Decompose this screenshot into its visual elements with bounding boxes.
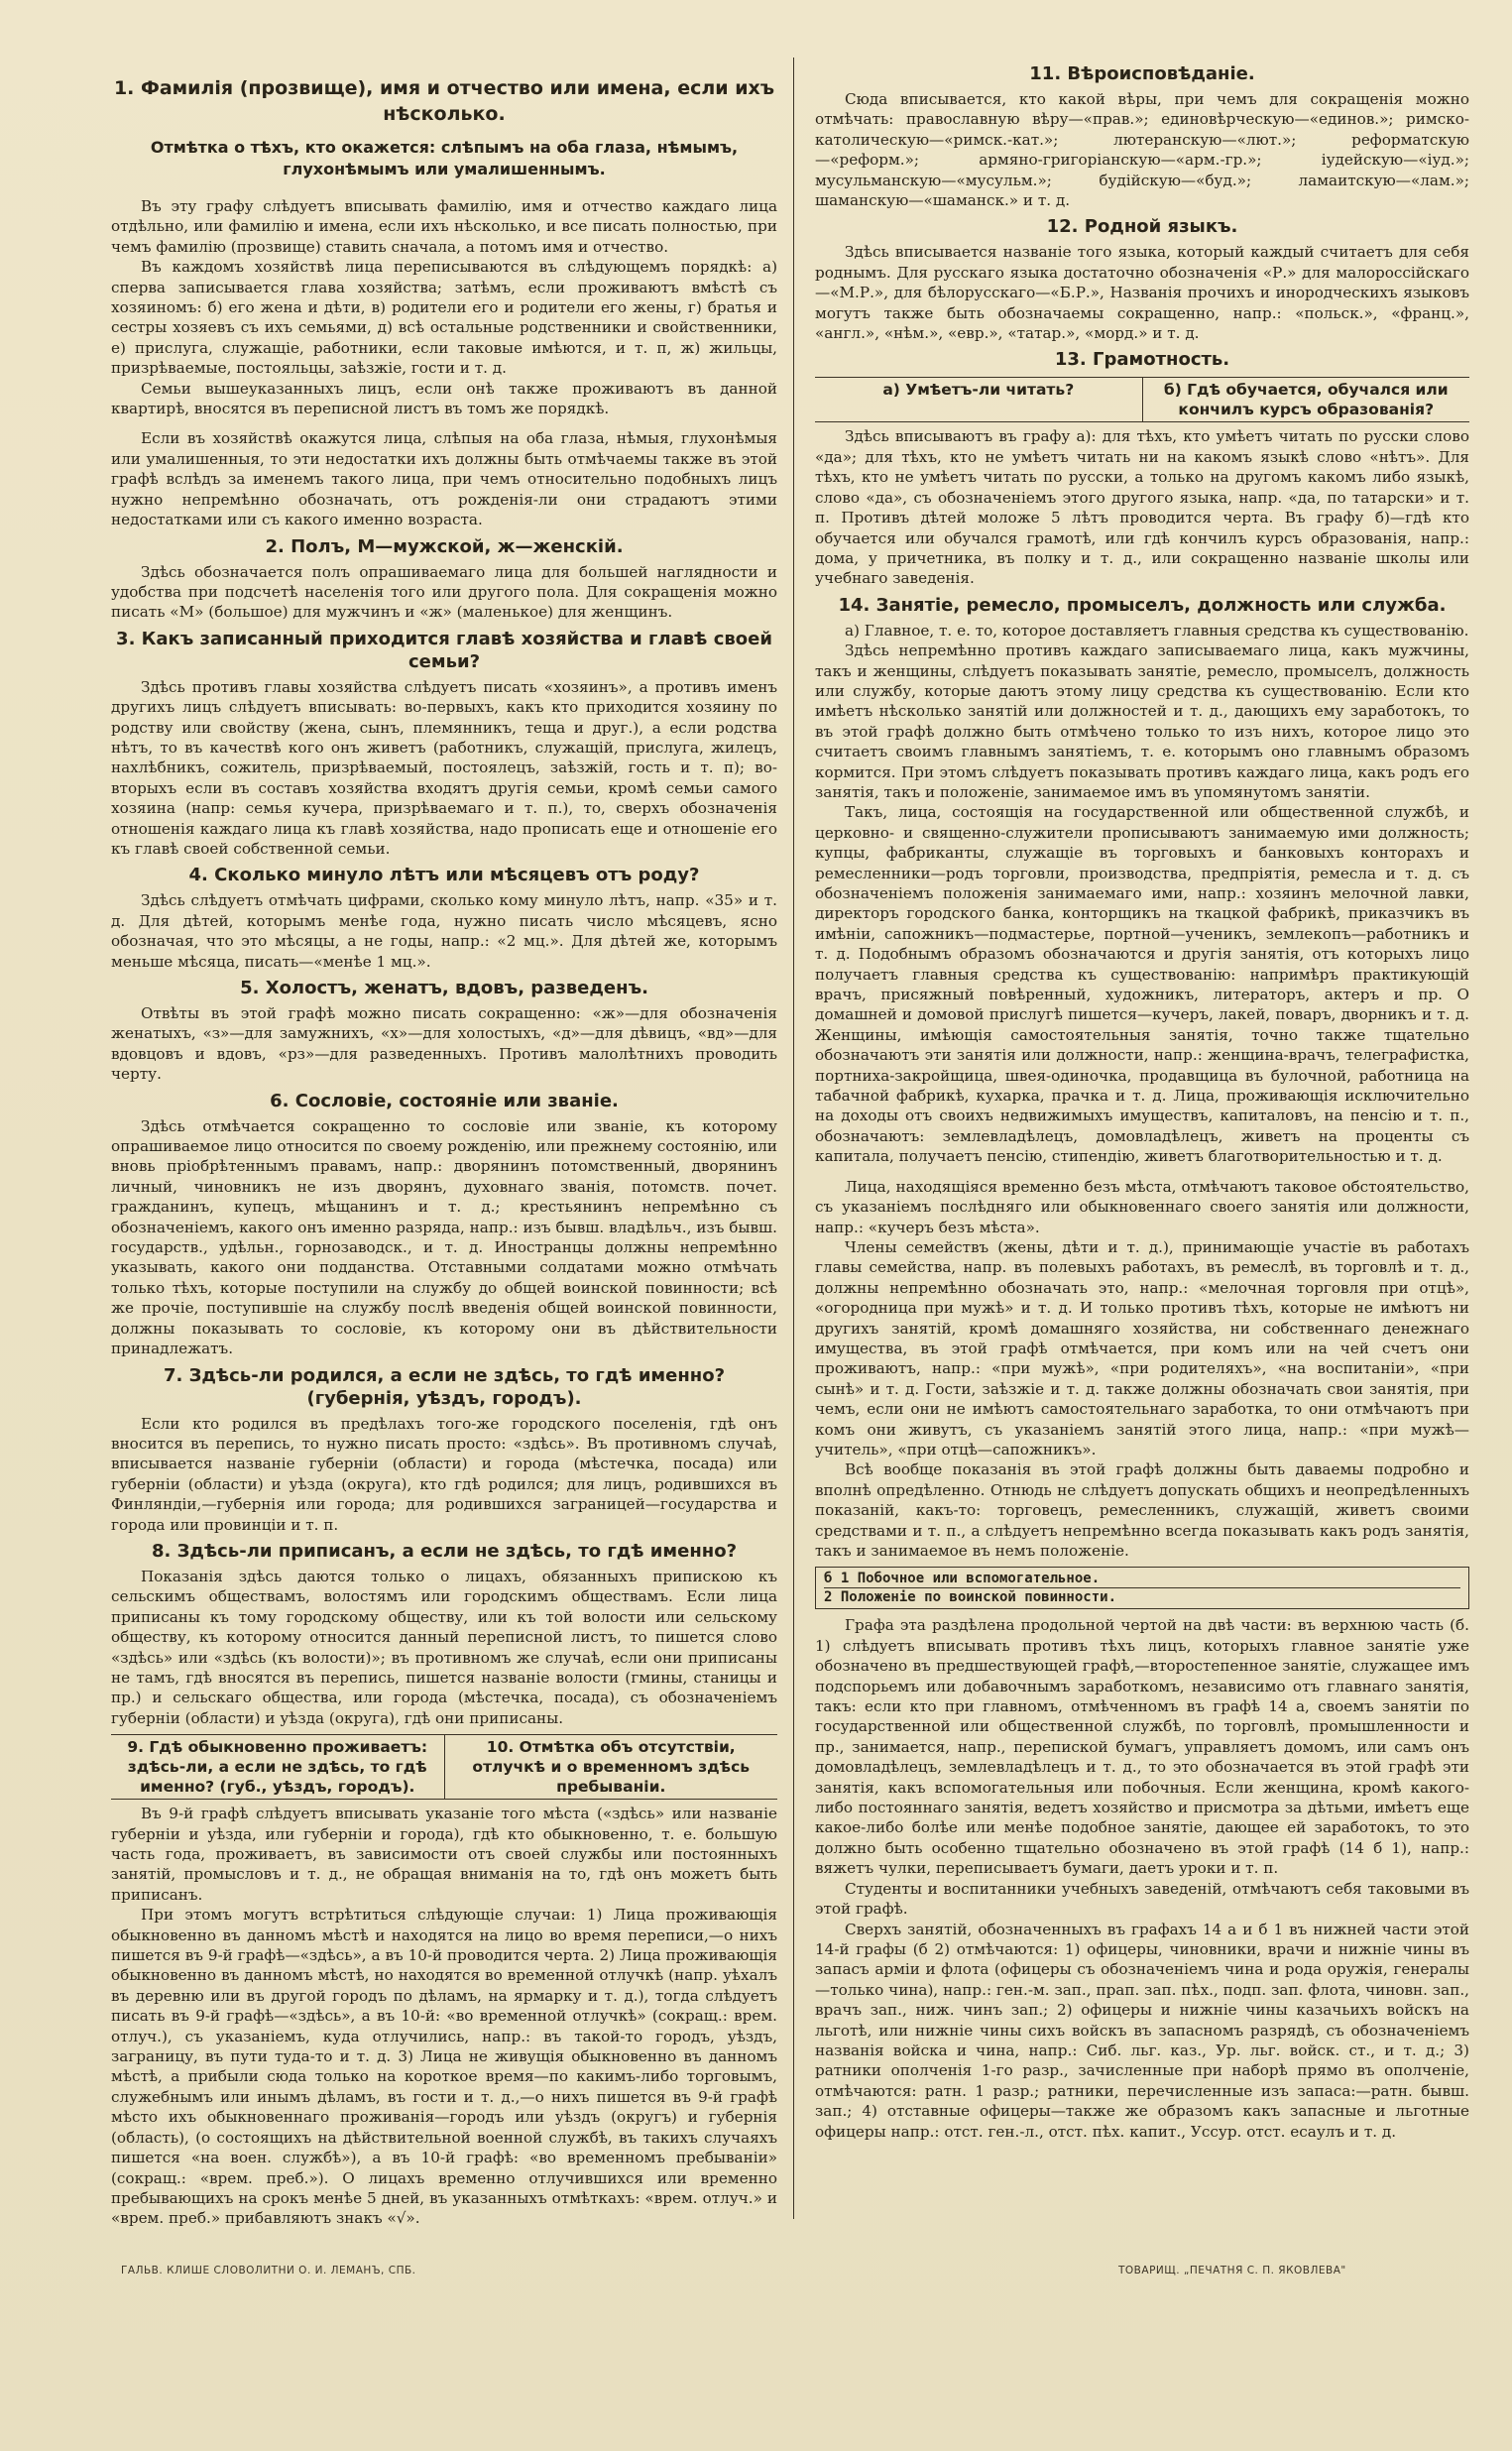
section-13b-title: б) Гдѣ обучается, обучался или кончилъ курсъ образованія? <box>1142 378 1470 421</box>
section-1-para: Семьи вышеуказанныхъ лицъ, если онѣ также проживаютъ въ данной квартирѣ, вносятся въ переписной листъ въ томъ же порядкѣ. <box>111 379 777 418</box>
column-divider <box>793 58 794 2219</box>
section-9-title: 9. Гдѣ обыкновенно проживаетъ: здѣсь-ли, а если не здѣсь, то гдѣ именно? (губ., уѣздъ, городъ). <box>127 1738 428 1797</box>
left-column <box>111 58 777 2234</box>
section-1-subtitle: Отмѣтка о тѣхъ, кто окажется: слѣпымъ на оба глаза, нѣмымъ, глухонѣмымъ или умалишеннымъ. <box>150 138 739 178</box>
printer-imprint-right: ТОВАРИЩ. „ПЕЧАТНЯ С. П. ЯКОВЛЕВА" <box>1118 2265 1346 2276</box>
section-2-title: 2. Полъ, М—мужской, ж—женскій. <box>265 535 624 557</box>
section-14-para: Графа эта раздѣлена продольной чертой на двѣ части: въ верхнюю часть (б. 1) слѣдуетъ вписывать противъ тѣхъ лицъ, которыхъ главное занятіе уже обозначено въ предшествующей графѣ,—второстепенное занятіе, служащее имъ подспорьемъ или добавочнымъ заработкомъ, независимо отъ главнаго занятія, такъ: если кто при главномъ, отмѣченномъ въ графѣ 14 а, своемъ занятіи по государственной или общественной службѣ, по торговлѣ, промышленности и пр., занимается, напр., перепиской бумагъ, управляетъ домомъ, или самъ онъ домовладѣлецъ, землевладѣлецъ и т. д., то это обозначается въ этой графѣ эти занятія, какъ вспомогательныя или побочныя. Если женщина, кромѣ какого-либо постояннаго занятія, ведетъ хозяйство и присмотра за дѣтьми, имѣетъ еще какое-либо болѣе или менѣе подобное занятіе, дающее ей заработокъ, то это должно быть особенно тщательно обозначено въ этой графѣ (14 б 1), напр.: вяжетъ чулки, переписываетъ бумаги, даетъ уроки и т. п. <box>815 1616 1469 1878</box>
section-6-para: Здѣсь отмѣчается сокращенно то сословіе или званіе, къ которому опрашиваемое лицо относится по своему рожденію, или прежнему состоянію, или вновь пріобрѣтеннымъ правамъ, напр.: дворянинъ потомственный, дворянинъ личный, чиновникъ не изъ дворянъ, духовнаго званія, потомств. почет. гражданинъ, купецъ, мѣщанинъ и т. д.; крестьянинъ непремѣнно съ обозначеніемъ, какого онъ именно разряда, напр.: изъ бывш. владѣльч., изъ бывш. государств., удѣльн., горнозаводск., и т. д. Иностранцы должны непремѣнно указывать, какого они подданства. Отставными солдатами можно отмѣчать только тѣхъ, которые поступили на службу до общей воинской повинности; всѣ же прочіе, поступившіе на службу послѣ введенія общей воинской повинности, должны показывать то сословіе, къ которому они въ дѣйствительности принадлежатъ. <box>111 1116 777 1358</box>
section-9-para: При этомъ могутъ встрѣтиться слѣдующіе случаи: 1) Лица проживающія обыкновенно въ данномъ мѣстѣ и находятся на лицо во время переписи,—о нихъ пишется въ 9-й графѣ—«здѣсь», а въ 10-й проводится черта. 2) Лица проживающія обыкновенно въ данномъ мѣстѣ, но находятся во временной отлучкѣ (напр. уѣхалъ въ деревню или въ другой городъ по дѣламъ, на ярмарку и т. д.), тогда слѣдуетъ писать въ 9-й графѣ—«здѣсь», а въ 10-й: «во временной отлучкѣ» (сокращ.: врем. отлуч.), съ указаніемъ, куда отлучились, напр.: въ такой-то городъ, уѣздъ, заграницу, въ пути туда-то и т. д. 3) Лица не живущія обыкновенно въ данномъ мѣстѣ, а прибыли сюда только на короткое время—по какимъ-либо торговымъ, служебнымъ или инымъ дѣламъ, въ гости и т. д.,—о нихъ пишется въ 9-й графѣ мѣсто ихъ обыкновеннаго проживанія—городъ или уѣздъ (округъ) и губернія (область), (о состоящихъ на дѣйствительной военной службѣ, въ такихъ случаяхъ пишется «на воен. службѣ»), а въ 10-й графѣ: «во временномъ пребываніи» (сокращ.: «врем. преб.»). О лицахъ временно отлучившихся или временно пребывающихъ на срокъ менѣе 5 дней, въ указанныхъ отмѣткахъ: «врем. отлуч.» и «врем. преб.» прибавляютъ знакъ «√». <box>111 1906 777 2228</box>
section-13-title: 13. Грамотность. <box>1054 349 1230 371</box>
printer-imprint-left: ГАЛЬВ. КЛИШЕ СЛОВОЛИТНИ О. И. ЛЕМАНЪ, СПБ. <box>121 2265 416 2276</box>
section-7-para: Если кто родился въ предѣлахъ того-же городского поселенія, гдѣ онъ вносится въ перепись, то нужно писать просто: «здѣсь». Въ противномъ случаѣ, вписывается названіе губерніи (области) и города (мѣстечка, посада) или губерніи (области) и уѣзда (округа), кто гдѣ родился; для лицъ, родившихся въ Финляндіи,—губернія или города; для родившихся заграницей—государства и города или провинціи и т. п. <box>111 1414 777 1534</box>
section-1-para: Въ эту графу слѣдуетъ вписывать фамилію, имя и отчество каждаго лица отдѣльно, или фамилію и имена, если ихъ нѣсколько, и все писать полностью, при чемъ фамилію (прозвище) ставить сначала, а потомъ имя и отчество. <box>111 197 777 256</box>
section-14b2-label: 2 Положеніе по воинской повинности. <box>824 1587 1460 1606</box>
section-14-title: 14. Занятіе, ремесло, промыселъ, должность или служба. <box>838 594 1447 616</box>
section-3-title: 3. Какъ записанный приходится главѣ хозяйства и главѣ своей семьи? <box>116 628 772 672</box>
section-12-title: 12. Родной языкъ. <box>1046 216 1238 238</box>
section-9-10-header <box>111 1734 777 1800</box>
section-13-header <box>815 377 1469 422</box>
section-13a-title: а) Умѣетъ-ли читать? <box>882 381 1075 400</box>
section-6-title: 6. Сословіе, состояніе или званіе. <box>270 1090 619 1111</box>
section-12-para: Здѣсь вписывается названіе того языка, который каждый считаетъ для себя роднымъ. Для русскаго языка достаточно обозначенія «Р.» для малороссійскаго—«М.Р.», для бѣлорусскаго—«Б.Р.», Названія прочихъ и инородческихъ языковъ могутъ также быть обозначаемы сокращенно, напр.: «польск.», «франц.», «англ.», «нѣм.», «евр.», «татар.», «морд.» и т. д. <box>815 243 1469 343</box>
section-2-para: Здѣсь обозначается полъ опрашиваемаго лица для большей наглядности и удобства при подсчетѣ населенія того или другого пола. Для сокращенія можно писать «М» (большое) для мужчинъ и «ж» (маленькое) для женщинъ. <box>111 562 777 622</box>
section-14-para: а) Главное, т. е. то, которое доставляетъ главныя средства къ существованію. <box>845 621 1469 640</box>
section-1-para: Въ каждомъ хозяйствѣ лица переписываются въ слѣдующемъ порядкѣ: а) сперва записывается глава хозяйства; затѣмъ, если проживаютъ вмѣстѣ съ хозяиномъ: б) его жена и дѣти, в) родители его и родители его жены, г) братья и сестры хозяевъ съ ихъ семьями, д) всѣ остальные родственники и свойственники, е) прислуга, служащіе, работники, если таковые имѣются, и т. п, ж) жильцы, призрѣваемые, постояльцы, заѣзжіе, гости и т. д. <box>111 258 777 378</box>
section-11-para: Сюда вписывается, кто какой вѣры, при чемъ для сокращенія можно отмѣчать: православную вѣру—«прав.»; единовѣрческую—«единов.»; римско-католическую—«римск.-кат.»; лютеранскую—«лют.»; реформатскую—«реформ.»; армяно-григоріанскую—«арм.-гр.»; іудейскую—«іуд.»; мусульманскую—«мусульм.»; будійскую—«буд.»; ламаитскую—«лам.»; шаманскую—«шаманск.» и т. д. <box>815 90 1469 210</box>
section-14-para: Такъ, лица, состоящія на государственной или общественной службѣ, и церковно- и священно-служители прописываютъ занимаемую ими должность; купцы, фабриканты, служащіе въ торговыхъ и банковыхъ конторахъ и ремесленники—родъ торговли, производства, предпріятія, ремесла и т. д. съ обозначеніемъ положенія занимаемаго ими, напр.: хозяинъ мелочной лавки, директоръ городского банка, конторщикъ на ткацкой фабрикѣ, приказчикъ въ имѣніи, сапожникъ—подмастерье, портной—ученикъ, землекопъ—работникъ и т. д. Подобнымъ образомъ обозначаются и другія занятія, отъ которыхъ лицо получаетъ главныя средства къ существованію: напримѣръ практикующій врачъ, присяжный повѣренный, художникъ, литераторъ, актеръ и пр. О домашней и домовой прислугѣ пишется—кучеръ, лакей, поваръ, дворникъ и т. д. Женщины, имѣющія самостоятельныя занятія, точно также тщательно обозначаютъ эти занятія или должности, напр.: женщина-врачъ, телеграфистка, портниха-закройщица, швея-одиночка, продавщица въ булочной, работница на табачной фабрикѣ, кухарка, прачка и т. д. Лица, проживающія исключительно на доходы отъ своихъ недвижимыхъ имуществъ, капиталовъ, на пенсію и т. п., обозначаютъ: землевладѣлецъ, домовладѣлецъ, живетъ на проценты съ капитала, получаетъ пенсію, стипендію, живетъ благотворительностью и т. д. <box>815 803 1469 1166</box>
section-1-title: 1. Фамилія (прозвище), имя и отчество или имена, если ихъ нѣсколько. <box>113 77 775 125</box>
section-3-para: Здѣсь противъ главы хозяйства слѣдуетъ писать «хозяинъ», а противъ именъ другихъ лицъ слѣдуетъ вписывать: во-первыхъ, какъ кто приходится хозяину по родству или свойству (жена, сынъ, племянникъ, теща и друг.), а если родства нѣтъ, то въ качествѣ кого онъ живетъ (работникъ, служащій, прислуга, жилецъ, нахлѣбникъ, сожитель, призрѣваемый, постоялецъ, заѣзжій, гость и т. п); во-вторыхъ если въ составъ хозяйства входятъ другія семьи, кромѣ семьи самого хозяина (напр: семья кучера, призрѣваемаго и т. п.), то, сверхъ обозначенія отношенія каждаго лица къ главѣ хозяйства, надо прописать еще и отношеніе его къ главѣ своей собственной семьи. <box>111 677 777 858</box>
section-4-title: 4. Сколько минуло лѣтъ или мѣсяцевъ отъ роду? <box>188 865 700 886</box>
section-1-para: Если въ хозяйствѣ окажутся лица, слѣпыя на оба глаза, нѣмыя, глухонѣмыя или умалишенныя, то эти недостатки ихъ должны быть отмѣчаемы также въ этой графѣ вслѣдъ за именемъ такого лица, при чемъ относительно подобныхъ лицъ нужно непремѣнно обозначать, отъ рожденія-ли они страдаютъ этими недостатками или съ какого именно возраста. <box>111 429 777 529</box>
section-5-para: Отвѣты въ этой графѣ можно писать сокращенно: «ж»—для обозначенія женатыхъ, «з»—для замужнихъ, «х»—для холостыхъ, «д»—для дѣвицъ, «вд»—для вдовцовъ и вдовъ, «рз»—для разведенныхъ. Противъ малолѣтнихъ проводить черту. <box>111 1004 777 1084</box>
section-5-title: 5. Холостъ, женатъ, вдовъ, разведенъ. <box>240 978 648 998</box>
section-13-para: Здѣсь вписываютъ въ графу а): для тѣхъ, кто умѣетъ читать по русски слово «да»; для тѣхъ, кто не умѣетъ читать ни на какомъ языкѣ слово «нѣтъ». Для тѣхъ, кто не умѣетъ читать по русски, а только на другомъ какомъ либо языкѣ, слово «да», съ обозначеніемъ этого другого языка, напр. «да, по татарски» и т. п. Противъ дѣтей моложе 5 лѣтъ проводится черта. Въ графу б)—гдѣ кто обучается или обучался грамотѣ, или гдѣ кончилъ курсъ образованія, напр.: дома, у причетника, въ полку и т. д., или сокращенно названіе школы или учебнаго заведенія. <box>815 427 1469 588</box>
section-14-para: Всѣ вообще показанія въ этой графѣ должны быть даваемы подробно и вполнѣ опредѣленно. Отнюдь не слѣдуетъ допускать общихъ и неопредѣленныхъ показаній, какъ-то: торговецъ, ремесленникъ, служащій, живетъ своими средствами и т. п., а слѣдуетъ непремѣнно всегда показывать какъ родъ занятія, такъ и занимаемое въ немъ положеніе. <box>815 1460 1469 1560</box>
section-14b1-label: б 1 Побочное или вспомогательное. <box>824 1571 1101 1587</box>
section-7-title: 7. Здѣсь-ли родился, а если не здѣсь, то гдѣ именно? (губернія, уѣздъ, городъ). <box>163 1364 726 1409</box>
section-8-title: 8. Здѣсь-ли приписанъ, а если не здѣсь, то гдѣ именно? <box>151 1540 738 1562</box>
section-14-para: Лица, находящіяся временно безъ мѣста, отмѣчаютъ таковое обстоятельство, съ указаніемъ послѣдняго или обыкновеннаго своего занятія или должности, напр.: «кучеръ безъ мѣста». <box>815 1177 1469 1236</box>
section-14-para: Члены семействъ (жены, дѣти и т. д.), принимающіе участіе въ работахъ главы семейства, напр. въ полевыхъ работахъ, въ ремеслѣ, въ торговлѣ и т. д., должны непремѣнно обозначать это, напр.: «мелочная торговля при отцѣ», «огородница при мужѣ» и т. д. И только противъ тѣхъ, которые не имѣютъ ни другихъ занятій, кромѣ домашняго хозяйства, ни собственнаго денежнаго имущества, въ этой графѣ отмѣчается, при комъ или на чей счетъ они проживаютъ, напр.: «при мужѣ», «при родителяхъ», «на воспитаніи», «при сынѣ» и т. д. Гости, заѣзжіе и т. д. также должны обозначать свои занятія, при чемъ, если они не имѣютъ самостоятельнаго заработка, то они отмѣчаютъ при комъ они живутъ, съ указаніемъ занятій этого лица, напр.: «при мужѣ—учитель», «при отцѣ—сапожникъ». <box>815 1237 1469 1459</box>
right-column <box>815 58 1469 2234</box>
section-14-para: Студенты и воспитанники учебныхъ заведеній, отмѣчаютъ себя таковыми въ этой графѣ. <box>815 1879 1469 1919</box>
section-9-para: Въ 9-й графѣ слѣдуетъ вписывать указаніе того мѣста («здѣсь» или названіе губерніи и уѣзда, или губерніи и города), гдѣ кто обыкновенно, т. е. большую часть года, проживаетъ, въ зависимости отъ своей службы или постоянныхъ занятій, промысловъ и т. д., не обращая вниманія на то, гдѣ онъ можетъ быть приписанъ. <box>111 1805 777 1904</box>
section-10-title: 10. Отмѣтка объ отсутствіи, отлучкѣ и о временномъ здѣсь пребываніи. <box>444 1735 778 1799</box>
section-8-para: Показанія здѣсь даются только о лицахъ, обязанныхъ припискою къ сельскимъ обществамъ, волостямъ или городскимъ обществамъ. Если лица приписаны къ тому городскому обществу, или къ той волости или сельскому обществу, къ которому относится данный переписной листъ, то пишется слово «здѣсь» или «здѣсь (къ волости)»; въ противномъ же случаѣ, если они приписаны не тамъ, гдѣ вносятся въ перепись, пишется названіе волости (гмины, станицы и пр.) и сельскаго общества, или города (мѣстечка, посада), съ обозначеніемъ губерніи (области) и уѣзда (округа), гдѣ они приписаны. <box>111 1567 777 1727</box>
section-4-para: Здѣсь слѣдуетъ отмѣчать цифрами, сколько кому минуло лѣтъ, напр. «35» и т. д. Для дѣтей, которымъ менѣе года, нужно писать число мѣсяцевъ, ясно обозначая, что это мѣсяцы, а не годы, напр.: «2 мц.». Для дѣтей же, которымъ меньше мѣсяца, писать—«менѣе 1 мц.». <box>111 891 777 971</box>
section-14-para: Здѣсь непремѣнно противъ каждаго записываемаго лица, какъ мужчины, такъ и женщины, слѣдуетъ показывать занятіе, ремесло, промыселъ, должность или службу, которые даютъ этому лицу средства къ существованію. Если кто имѣетъ нѣсколько занятій или должностей и т. д., дающихъ ему заработокъ, то въ этой графѣ должно быть отмѣчено только то изъ нихъ, которое лицо это считаетъ своимъ главнымъ занятіемъ, т. е. которымъ оно главнымъ образомъ кормится. При этомъ слѣдуетъ показывать противъ каждаго лица, какъ родъ его занятія, такъ и положеніе, занимаемое имъ въ упомянутомъ занятіи. <box>815 642 1469 801</box>
section-14-para: Сверхъ занятій, обозначенныхъ въ графахъ 14 а и б 1 въ нижней части этой 14-й графы (б 2) отмѣчаются: 1) офицеры, чиновники, врачи и нижніе чины въ запасъ арміи и флота (офицеры съ обозначеніемъ чина и рода оружія, генералы—только чина), напр.: ген.-м. зап., прап. зап. пѣх., подп. зап. флота, чиновн. зап., врачъ зап., ниж. чинъ зап.; 2) офицеры и нижніе чины казачьихъ войскъ на льготѣ, или нижніе чины сихъ войскъ въ запасномъ разрядѣ, съ обозначеніемъ названія войска и чина, напр.: Сиб. льг. каз., Ур. льг. войск. ст., и т. д.; 3) ратники ополченія 1-го разр., зачисленные при наборѣ прямо въ ополченіе, отмѣчаются: ратн. 1 разр.; ратники, перечисленные изъ запаса:—ратн. бывш. зап.; 4) отставные офицеры—также же образомъ какъ запасные и льготные офицеры напр.: отст. ген.-л., отст. пѣх. капит., Уссур. отст. есаулъ и т. д. <box>815 1920 1469 2141</box>
section-11-title: 11. Вѣроисповѣданіе. <box>1029 63 1255 84</box>
section-14b-boxes <box>815 1567 1469 1609</box>
